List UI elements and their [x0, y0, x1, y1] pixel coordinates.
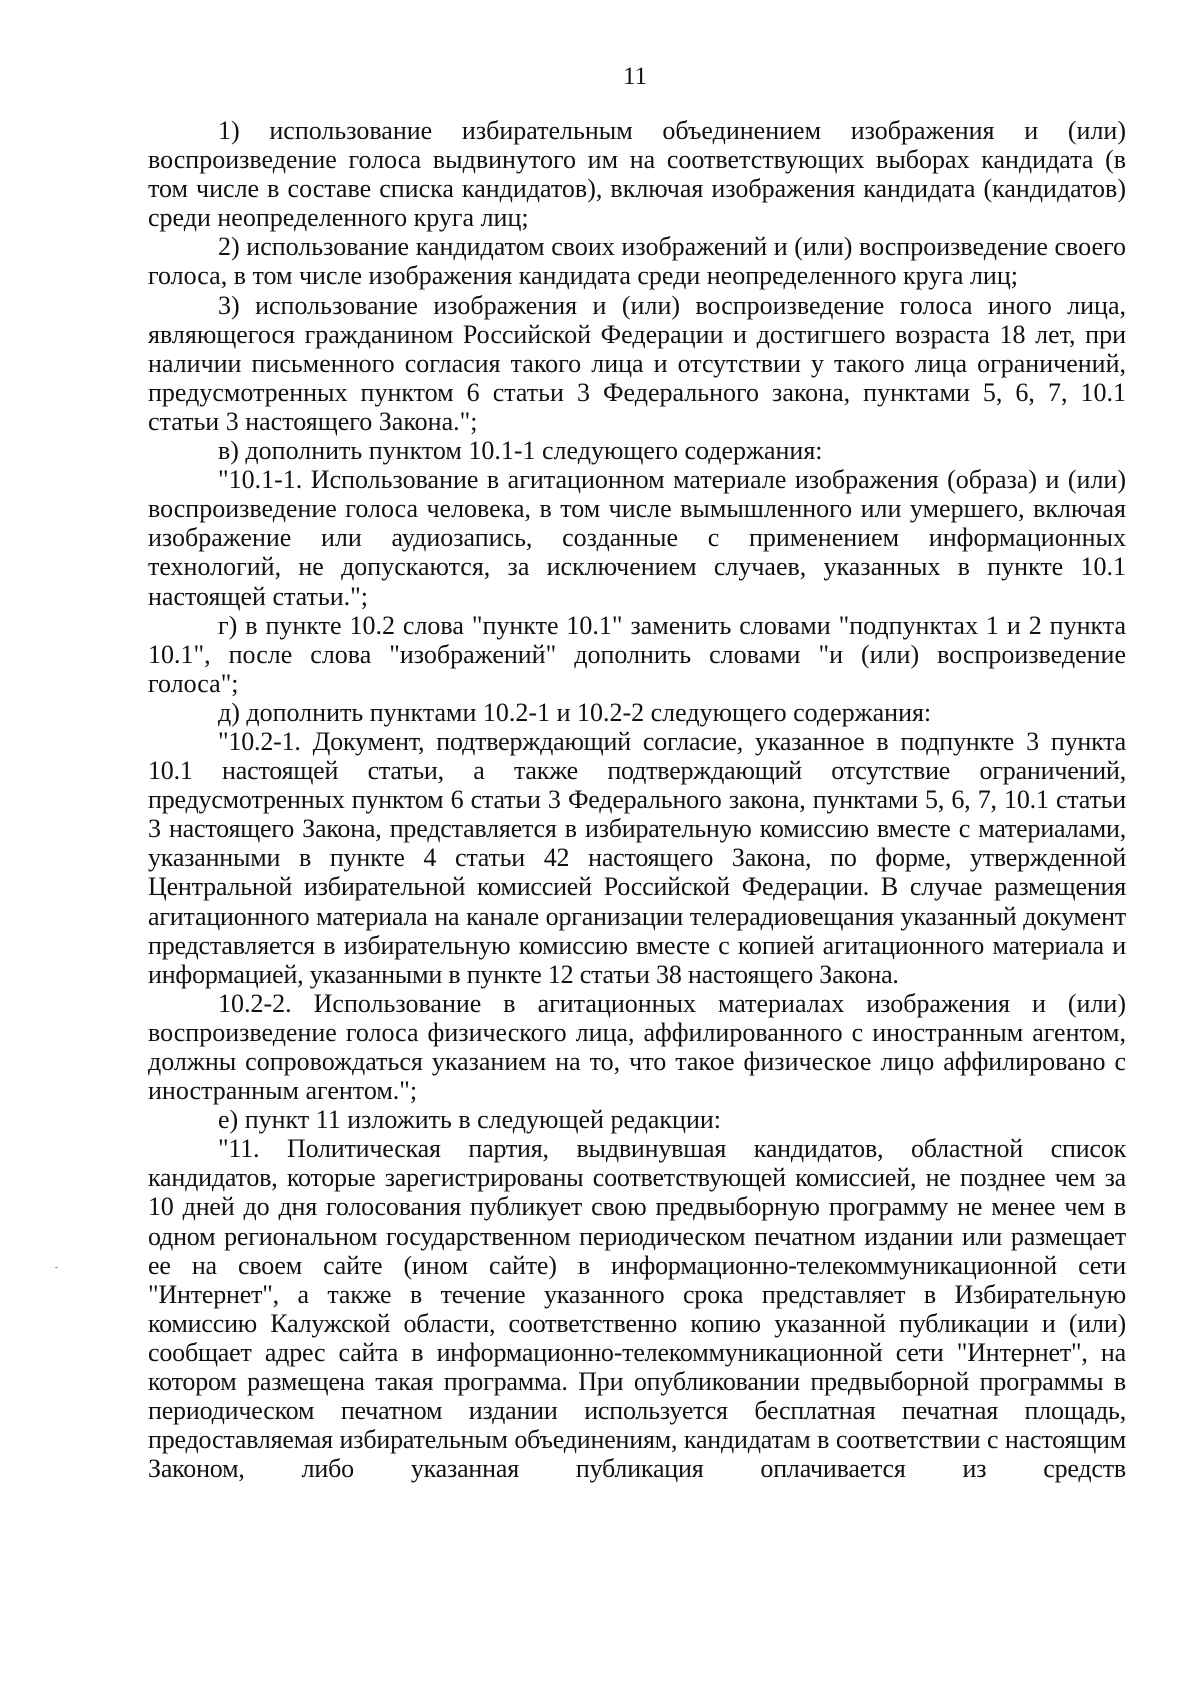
- paragraph-item-1: 1) использование избирательным объединением изображения и (или) воспроизведение голоса выдвинутого им на соответствующих выборах кандидата (в том числе в составе списка кандидатов), включая изображения кандидата (кандидатов) среди неопределенного круга лиц;: [148, 116, 1126, 233]
- page-number: 11: [622, 63, 648, 90]
- document-body: [148, 116, 1126, 1483]
- scan-speck: [55, 1267, 58, 1268]
- paragraph-10-2-2: 10.2-2. Использование в агитационных материалах изображения и (или) воспроизведение голоса физического лица, аффилированного с иностранным агентом, должны сопровождаться указанием на то, что такое физическое лицо аффилировано с иностранным агентом.";: [148, 988, 1126, 1106]
- paragraph-amendment-e: е) пункт 11 изложить в следующей редакции:: [218, 1105, 722, 1135]
- paragraph-item-3: 3) использование изображения и (или) воспроизведение голоса иного лица, являющегося гражданином Российской Федерации и достигшего возраста 18 лет, при наличии письменного согласия такого лица и отсутствии у такого лица ограничений, предусмотренных пунктом 6 статьи 3 Федерального закона, пунктами 5, 6, 7, 10.1 статьи 3 настоящего Закона.";: [148, 290, 1126, 436]
- paragraph-amendment-v: в) дополнить пунктом 10.1-1 следующего содержания:: [218, 436, 823, 466]
- paragraph-10-2-1: "10.2-1. Документ, подтверждающий согласие, указанное в подпункте 3 пункта 10.1 настоящей статьи, а также подтверждающий отсутствие ограничений, предусмотренных пунктом 6 статьи 3 Федерального закона, пунктами 5, 6, 7, 10.1 статьи 3 настоящего Закона, представляется в избирательную комиссию вместе с материалами, указанными в пункте 4 статьи 42 настоящего Закона, по форме, утвержденной Центральной избирательной комиссией Российской Федерации. В случае размещения агитационного материала на канале организации телерадиовещания указанный документ представляется в избирательную комиссию вместе с копией агитационного материала и информацией, указанными в пункте 12 статьи 38 настоящего Закона.: [148, 726, 1126, 989]
- paragraph-10-1-1: "10.1-1. Использование в агитационном материале изображения (образа) и (или) воспроизведение голоса человека, в том числе вымышленного или умершего, включая изображение или аудиозапись, созданные с применением информационных технологий, не допускаются, за исключением случаев, указанных в пункте 10.1 настоящей статьи.";: [148, 465, 1126, 611]
- paragraph-amendment-g: г) в пункте 10.2 слова "пункте 10.1" заменить словами "подпунктах 1 и 2 пункта 10.1", после слова "изображений" дополнить словами "и (или) воспроизведение голоса";: [148, 610, 1126, 698]
- paragraph-item-2: 2) использование кандидатом своих изображений и (или) воспроизведение своего голоса, в том числе изображения кандидата среди неопределенного круга лиц;: [148, 232, 1126, 291]
- paragraph-11: "11. Политическая партия, выдвинувшая кандидатов, областной список кандидатов, которые зарегистрированы соответствующей комиссией, не позднее чем за 10 дней до дня голосования публикует свою предвыборную программу не менее чем в одном региональном государственном периодическом печатном издании или размещает ее на своем сайте (ином сайте) в информационно-телекоммуникационной сети "Интернет", а также в течение указанного срока представляет в Избирательную комиссию Калужской области, соответственно копию указанной публикации и (или) сообщает адрес сайта в информационно-телекоммуникационной сети "Интернет", на котором размещена такая программа. При опубликовании предвыборной программы в периодическом печатном издании используется бесплатная печатная площадь, предоставляемая избирательным объединениям, кандидатам в соответствии с настоящим Законом, либо указанная публикация оплачивается из средств: [148, 1134, 1126, 1484]
- paragraph-amendment-d: д) дополнить пунктами 10.2-1 и 10.2-2 следующего содержания:: [218, 697, 932, 727]
